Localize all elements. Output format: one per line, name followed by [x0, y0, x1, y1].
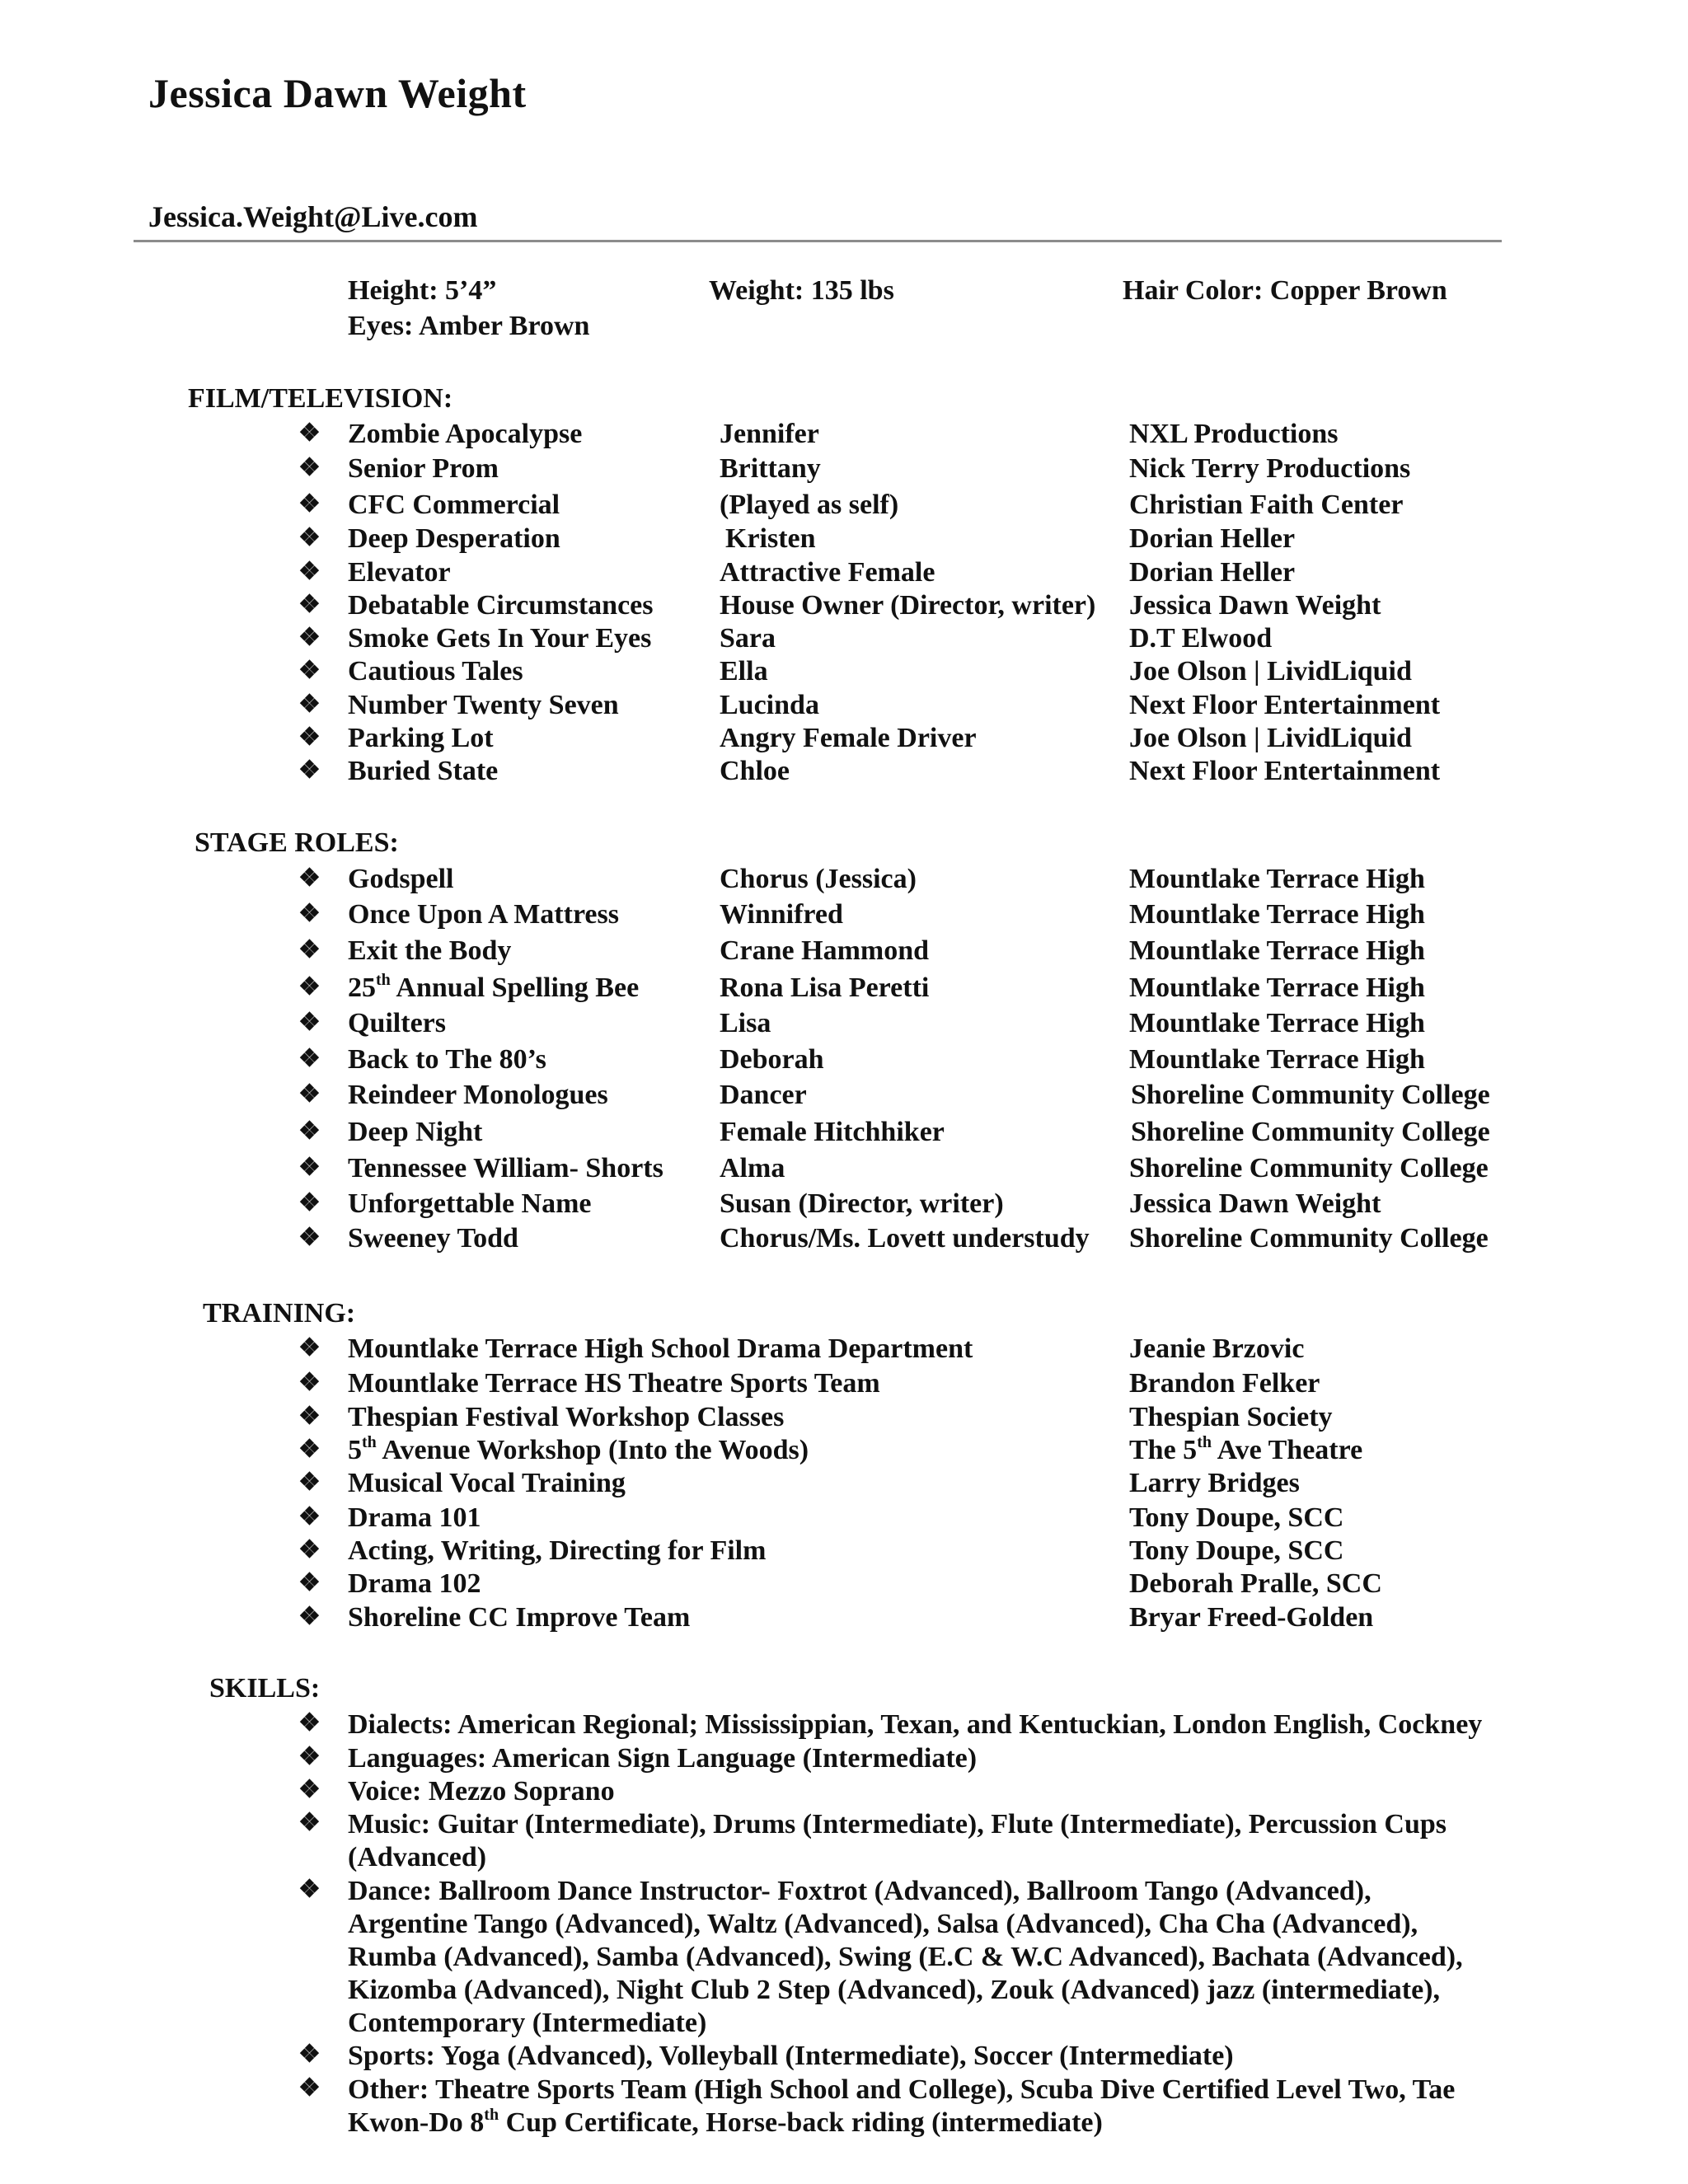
diamond-bullet-icon: ❖	[298, 1776, 321, 1803]
diamond-bullet-icon: ❖	[298, 657, 321, 684]
diamond-bullet-icon: ❖	[298, 757, 321, 784]
diamond-bullet-icon: ❖	[298, 1436, 321, 1463]
item-title: Quilters	[348, 1008, 446, 1038]
item-title: CFC Commercial	[348, 490, 560, 520]
item-role: Chloe	[720, 756, 790, 786]
item-company: Nick Terry Productions	[1129, 453, 1411, 484]
stat-height: Height: 5’4”	[348, 275, 497, 306]
diamond-bullet-icon: ❖	[298, 524, 321, 551]
item-company: D.T Elwood	[1129, 623, 1273, 654]
diamond-bullet-icon: ❖	[298, 1045, 321, 1072]
diamond-bullet-icon: ❖	[298, 558, 321, 585]
list-item	[0, 1117, 1688, 1150]
item-role: Angry Female Driver	[720, 723, 977, 753]
diamond-bullet-icon: ❖	[298, 1569, 321, 1596]
item-teacher: Tony Doupe, SCC	[1129, 1535, 1344, 1566]
teacher-rest: Ave Theatre	[1211, 1435, 1363, 1465]
item-title: Drama 102	[348, 1568, 481, 1599]
diamond-bullet-icon: ❖	[298, 865, 321, 892]
diamond-bullet-icon: ❖	[298, 1503, 321, 1530]
diamond-bullet-icon: ❖	[298, 1469, 321, 1496]
item-company: Jessica Dawn Weight	[1129, 590, 1381, 621]
list-item	[0, 557, 1688, 590]
item-title: Reindeer Monologues	[348, 1080, 608, 1110]
ordinal-suffix: th	[362, 1432, 377, 1451]
section-heading-film: FILM/TELEVISION:	[188, 383, 453, 414]
stat-hair: Hair Color: Copper Brown	[1123, 275, 1447, 306]
item-teacher: Tony Doupe, SCC	[1129, 1502, 1344, 1533]
item-role: Deborah	[720, 1044, 824, 1075]
item-role: Chorus/Ms. Lovett understudy	[720, 1223, 1090, 1254]
skill-text: Languages: American Sign Language (Intermediate)	[348, 1743, 978, 1774]
section-heading-skills: SKILLS:	[209, 1673, 321, 1704]
diamond-bullet-icon: ❖	[298, 1809, 321, 1836]
skill-text: Dialects: American Regional; Mississippian, Texan, and Kentuckian, London English, Cockney	[348, 1709, 1483, 1740]
item-role: Winnifred	[720, 899, 843, 930]
diamond-bullet-icon: ❖	[298, 1369, 321, 1396]
item-title: Thespian Festival Workshop Classes	[348, 1402, 785, 1432]
list-item	[0, 972, 1688, 1005]
item-company: Mountlake Terrace High	[1129, 1044, 1425, 1075]
stat-eyes: Eyes: Amber Brown	[348, 311, 590, 341]
item-role: Crane Hammond	[720, 935, 930, 966]
item-title: Musical Vocal Training	[348, 1468, 626, 1498]
item-title: Zombie Apocalypse	[348, 419, 583, 449]
item-role: Jennifer	[720, 419, 819, 449]
list-item	[0, 623, 1688, 656]
item-role: Attractive Female	[720, 557, 935, 588]
list-item	[0, 756, 1688, 789]
item-company: Jessica Dawn Weight	[1129, 1188, 1381, 1219]
item-teacher: Larry Bridges	[1129, 1468, 1300, 1498]
diamond-bullet-icon: ❖	[298, 1080, 321, 1108]
item-role: Alma	[720, 1153, 785, 1183]
diamond-bullet-icon: ❖	[298, 1709, 321, 1736]
item-title: Drama 101	[348, 1502, 481, 1533]
item-role: Female Hitchhiker	[720, 1117, 945, 1147]
title-number: 5	[348, 1435, 362, 1465]
item-company: Mountlake Terrace High	[1129, 935, 1425, 966]
item-role: Sara	[720, 623, 776, 654]
item-title	[348, 1432, 809, 1466]
item-title: Deep Night	[348, 1117, 483, 1147]
item-title: Debatable Circumstances	[348, 590, 654, 621]
list-item	[0, 690, 1688, 723]
diamond-bullet-icon: ❖	[298, 1224, 321, 1251]
diamond-bullet-icon: ❖	[298, 1009, 321, 1036]
item-teacher: Brandon Felker	[1129, 1368, 1320, 1399]
list-item	[0, 523, 1688, 556]
item-teacher: Bryar Freed-Golden	[1129, 1602, 1374, 1633]
item-company: Joe Olson | LividLiquid	[1129, 656, 1412, 687]
diamond-bullet-icon: ❖	[298, 691, 321, 718]
candidate-name: Jessica Dawn Weight	[148, 70, 527, 116]
skill-text: Music: Guitar (Intermediate), Drums (Intermediate), Flute (Intermediate), Percussion Cups (Advanced)	[348, 1809, 1447, 1872]
item-company: Shoreline Community College	[1131, 1080, 1490, 1110]
list-item	[0, 1468, 1688, 1501]
item-role: Dancer	[720, 1080, 807, 1110]
list-item	[0, 1044, 1688, 1077]
section-heading-stage: STAGE ROLES:	[195, 827, 399, 858]
item-title: Mountlake Terrace High School Drama Department	[348, 1333, 973, 1364]
list-item	[0, 723, 1688, 756]
diamond-bullet-icon: ❖	[298, 454, 321, 481]
item-teacher: Deborah Pralle, SCC	[1129, 1568, 1382, 1599]
item-title: Mountlake Terrace HS Theatre Sports Team	[348, 1368, 880, 1399]
list-item	[0, 1008, 1688, 1041]
item-title: Smoke Gets In Your Eyes	[348, 623, 652, 654]
item-company: Dorian Heller	[1129, 557, 1296, 588]
item-title: Deep Desperation	[348, 523, 560, 554]
item-role: Susan (Director, writer)	[720, 1188, 1004, 1219]
diamond-bullet-icon: ❖	[298, 591, 321, 618]
item-company: Christian Faith Center	[1129, 490, 1404, 520]
diamond-bullet-icon: ❖	[298, 1189, 321, 1216]
list-item	[0, 1535, 1688, 1568]
item-title: Buried State	[348, 756, 499, 786]
item-company: Mountlake Terrace High	[1129, 899, 1425, 930]
list-item	[0, 899, 1688, 932]
list-item	[0, 1080, 1688, 1113]
item-role: House Owner (Director, writer)	[720, 590, 1096, 621]
list-item	[0, 1333, 1688, 1366]
item-title: Unforgettable Name	[348, 1188, 592, 1219]
diamond-bullet-icon: ❖	[298, 1876, 321, 1903]
title-rest: Annual Spelling Bee	[390, 972, 640, 1003]
section-heading-training: TRAINING:	[203, 1298, 356, 1329]
diamond-bullet-icon: ❖	[298, 936, 321, 963]
item-company: Mountlake Terrace High	[1129, 864, 1425, 894]
ordinal-suffix: th	[376, 970, 391, 989]
item-company: Next Floor Entertainment	[1129, 690, 1441, 720]
skill-text: Sports: Yoga (Advanced), Volleyball (Intermediate), Soccer (Intermediate)	[348, 2041, 1234, 2071]
item-company: Shoreline Community College	[1129, 1153, 1489, 1183]
diamond-bullet-icon: ❖	[298, 624, 321, 651]
list-item	[0, 1153, 1688, 1186]
item-title: Back to The 80’s	[348, 1044, 546, 1075]
item-role: Lucinda	[720, 690, 819, 720]
item-teacher: Jeanie Brzovic	[1129, 1333, 1305, 1364]
list-item	[0, 490, 1688, 523]
list-item	[0, 1402, 1688, 1435]
diamond-bullet-icon: ❖	[298, 1334, 321, 1361]
item-title: Exit the Body	[348, 935, 512, 966]
diamond-bullet-icon: ❖	[298, 1118, 321, 1145]
header-divider	[134, 240, 1502, 242]
item-title: Parking Lot	[348, 723, 494, 753]
list-item	[0, 590, 1688, 623]
item-title: Senior Prom	[348, 453, 499, 484]
list-item	[0, 1502, 1688, 1535]
diamond-bullet-icon: ❖	[298, 419, 321, 447]
item-company: Dorian Heller	[1129, 523, 1296, 554]
list-item	[0, 453, 1688, 486]
item-title: Sweeney Todd	[348, 1223, 518, 1254]
other-pre: Other: Theatre Sports Team (High School and College), Scuba Dive Certified Level Two, Tae Kwon-Do 8	[348, 2074, 1456, 2138]
item-role: (Played as self)	[720, 490, 899, 520]
diamond-bullet-icon: ❖	[298, 1603, 321, 1630]
diamond-bullet-icon: ❖	[298, 1536, 321, 1563]
item-title	[348, 972, 639, 1004]
diamond-bullet-icon: ❖	[298, 1403, 321, 1430]
skill-text: Voice: Mezzo Soprano	[348, 1776, 615, 1807]
ordinal-suffix: th	[484, 2105, 499, 2124]
email-address[interactable]: Jessica.Weight@Live.com	[148, 200, 478, 233]
diamond-bullet-icon: ❖	[298, 1154, 321, 1181]
item-title: Tennessee William- Shorts	[348, 1153, 663, 1183]
item-role: Chorus (Jessica)	[720, 864, 917, 894]
teacher-pre: The 5	[1129, 1435, 1198, 1465]
ordinal-suffix: th	[1197, 1432, 1212, 1451]
item-title: Number Twenty Seven	[348, 690, 619, 720]
list-item	[0, 1568, 1688, 1601]
item-teacher: Thespian Society	[1129, 1402, 1333, 1432]
item-company: Joe Olson | LividLiquid	[1129, 723, 1412, 753]
skill-text	[348, 2074, 1502, 2139]
item-title: Acting, Writing, Directing for Film	[348, 1535, 767, 1566]
list-item	[0, 935, 1688, 968]
diamond-bullet-icon: ❖	[298, 724, 321, 751]
stat-weight: Weight: 135 lbs	[709, 275, 894, 306]
item-title: Cautious Tales	[348, 656, 523, 687]
item-role: Rona Lisa Peretti	[720, 972, 930, 1003]
item-company: Mountlake Terrace High	[1129, 1008, 1425, 1038]
list-item	[0, 1188, 1688, 1221]
diamond-bullet-icon: ❖	[298, 1743, 321, 1770]
list-item	[0, 1368, 1688, 1401]
other-rest: Cup Certificate, Horse-back riding (intermediate)	[499, 2107, 1103, 2138]
diamond-bullet-icon: ❖	[298, 900, 321, 927]
list-item	[0, 1223, 1688, 1256]
item-company: Mountlake Terrace High	[1129, 972, 1425, 1003]
item-company: Next Floor Entertainment	[1129, 756, 1441, 786]
item-company: Shoreline Community College	[1129, 1223, 1489, 1254]
title-rest: Avenue Workshop (Into the Woods)	[376, 1435, 809, 1465]
item-role: Kristen	[725, 523, 816, 554]
item-company: NXL Productions	[1129, 419, 1339, 449]
item-teacher	[1129, 1432, 1363, 1466]
title-number: 25	[348, 972, 376, 1003]
list-item	[0, 656, 1688, 689]
list-item	[0, 864, 1688, 897]
item-title: Godspell	[348, 864, 454, 894]
list-item	[0, 1432, 1688, 1468]
item-title: Shoreline CC Improve Team	[348, 1602, 691, 1633]
diamond-bullet-icon: ❖	[298, 2074, 321, 2102]
item-role: Brittany	[720, 453, 821, 484]
item-title: Elevator	[348, 557, 451, 588]
diamond-bullet-icon: ❖	[298, 2041, 321, 2068]
diamond-bullet-icon: ❖	[298, 490, 321, 518]
skill-text: Dance: Ballroom Dance Instructor- Foxtrot (Advanced), Ballroom Tango (Advanced), Argentine Tango (Advanced), Waltz (Advanced), Salsa (Advanced), Cha Cha (Advanced), Rumba (Advanced), Samba (Advanced), Swing (E.C & W.C Advanced), Bachata (Advanced), Kizomba (Advanced), Night Club 2 Step (Advanced), Zouk (Advanced) jazz (intermediate), Contemporary (Intermediate)	[348, 1876, 1463, 2038]
item-title: Once Upon A Mattress	[348, 899, 619, 930]
item-role: Lisa	[720, 1008, 771, 1038]
list-item	[0, 1602, 1688, 1635]
item-role: Ella	[720, 656, 768, 687]
item-company: Shoreline Community College	[1131, 1117, 1490, 1147]
diamond-bullet-icon: ❖	[298, 973, 321, 1001]
list-item	[0, 419, 1688, 452]
